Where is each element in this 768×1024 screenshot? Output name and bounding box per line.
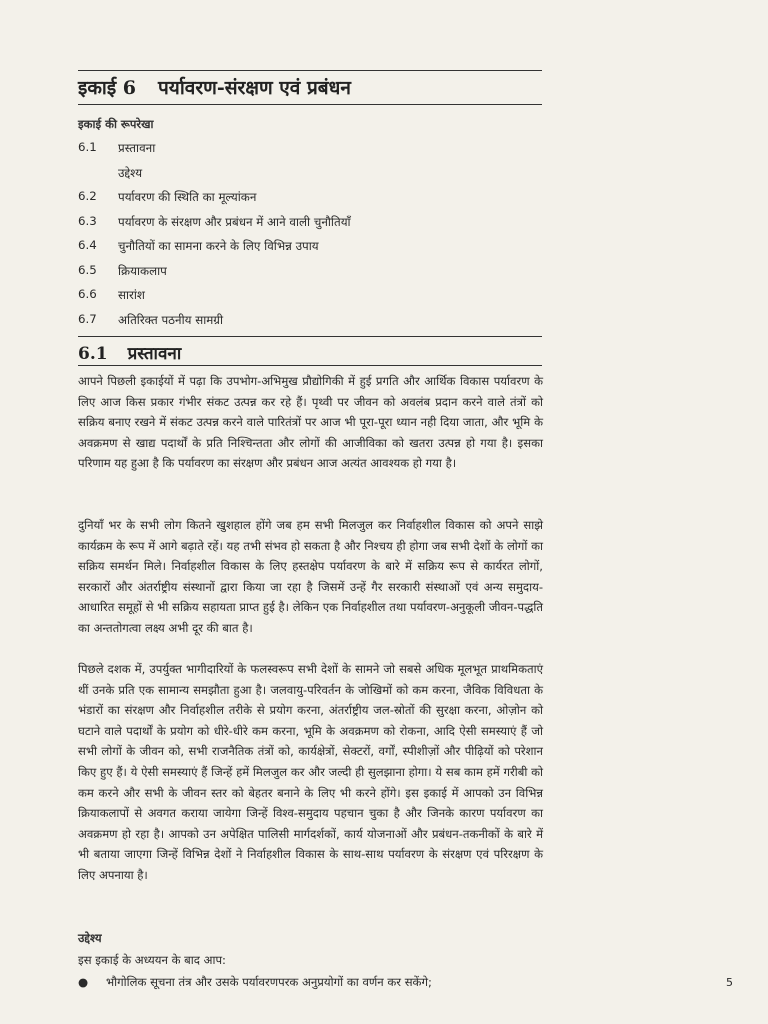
outline-item — [78, 214, 548, 239]
section-top-rule — [78, 336, 542, 337]
bullet-icon: ● — [78, 975, 89, 989]
outline-item-number: 6.7 — [78, 311, 97, 326]
outline-item — [78, 312, 548, 337]
unit-title-text: पर्यावरण-संरक्षण एवं प्रबंधन — [158, 77, 351, 99]
objectives-heading: उद्देश्य — [78, 931, 102, 945]
section-underline — [78, 365, 542, 366]
outline-item-label: पर्यावरण के संरक्षण और प्रबंधन में आने वाली चुनौतियाँ — [118, 214, 351, 229]
outline-item — [78, 238, 548, 263]
paragraph-sustainable-development: दुनियाँ भर के सभी लोग कितने खुशहाल होंगे जब हम सभी मिलजुल कर निर्वाहशील विकास को अपने साझे कार्यक्रम के रूप में आगे बढ़ाते रहें। यह तभी संभव हो सकता है और निश्चय ही होगा जब सभी देशों के लोगों का सक्रिय समर्थन मिले। निर्वाहशील विकास के लिए हस्तक्षेप पर्यावरण के बारे में सक्रिय रूप से कार्यरत लोगों, सरकारों और अंतर्राष्ट्रीय संस्थानों द्वारा किया जा रहा है जिसमें उन्हें गैर सरकारी संस्थाओं एवं अन्य समुदाय-आधारित समूहों से भी सक्रिय सहायता प्राप्त हुई है। लेकिन एक निर्वाहशील तथा पर्यावरण-अनुकूली जीवन-पद्धति का अन्ततोगत्वा लक्ष्य अभी दूर की बात है। — [78, 518, 543, 635]
outline-item-label: क्रियाकलाप — [118, 263, 167, 278]
outline-item-number: 6.4 — [78, 238, 97, 252]
outline-item-number: 6.1 — [78, 140, 97, 154]
outline-item — [78, 189, 548, 214]
outline-item-label: अतिरिक्त पठनीय सामग्री — [118, 312, 224, 327]
paragraph-last-decade: पिछले दशक में, उपर्युक्त भागीदारियों के फलस्वरूप सभी देशों के सामने जो सबसे अधिक मूलभूत प्राथमिकताएं थीं उनके प्रति एक सामान्य समझौता हुआ है। जलवायु-परिवर्तन के जोखिमों को कम करना, जैविक विविधता के भंडारों का संरक्षण और निर्वाहशील तरीके से प्रयोग करना, अंतर्राष्ट्रीय जल-स्रोतों की सुरक्षा करना, ओज़ोन को घटाने वाले पदार्थों के प्रयोग को धीरे-धीरे कम करना, भूमि के अवक्रमण को रोकना, आदि ऐसी समस्याएं हैं जो सभी लोगों के जीवन को, सभी राजनैतिक तंत्रों को, कार्यक्षेत्रों, सेक्टरों, वर्गों, स्पीशीज़ों और पीढ़ियों को परेशान किए हुए हैं। ये ऐसी समस्याएं हैं जिन्हें हमें मिलजुल कर और जल्दी ही सुलझाना होगा। ये सब काम हमें गरीबी को कम करने और सभी के जीवन स्तर को बेहतर बनाने के लिए भी करने होंगे। इस इकाई में आपको उन विभिन्न क्रियाकलापों से अवगत कराया जायेगा जिन्हें विश्व-समुदाय पहचान चुका है और जिनके कारण पर्यावरण का अवक्रमण हो रहा है। आपको उन अपेक्षित पालिसी मार्गदर्शकों, कार्य योजनाओं और प्रबंधन-तकनीकों के बारे में भी बताया जाएगा जिन्हें विभिन्न देशों ने निर्वाहशील विकास के साथ-साथ पर्यावरण के संरक्षण एवं परिरक्षण के लिए अपनाया है। — [78, 662, 543, 882]
outline-item-label: पर्यावरण की स्थिति का मूल्यांकन — [118, 190, 257, 204]
outline-item-number: 6.3 — [78, 213, 97, 228]
outline-item-label: सारांश — [118, 288, 145, 302]
outline-item-label: चुनौतियों का सामना करने के लिए विभिन्न उपाय — [118, 239, 319, 253]
section-title: प्रस्तावना — [127, 344, 182, 364]
objectives-lead: इस इकाई के अध्ययन के बाद आप: — [78, 953, 226, 967]
outline-item-number: 6.6 — [78, 287, 97, 301]
outline-item-label: उद्देश्य — [118, 165, 143, 180]
paragraph-intro: आपने पिछली इकाईयों में पढ़ा कि उपभोग-अभिमुख प्रौद्योगिकी में हुई प्रगति और आर्थिक विकास पर्यावरण के लिए आज किस प्रकार गंभीर संकट उत्पन्न कर रहे हैं। पृथ्वी पर जीवन को अवलंब प्रदान करने वाले तंत्रों को सक्रिय बनाए रखने में संकट उत्पन्न करने वाले पारितंत्रों पर आज भी पूरा-पूरा ध्यान नही दिया जाता, और भूमि के अवक्रमण से खाद्य पदार्थों के प्रति निश्चिन्तता और लोगों की आजीविका को खतरा उत्पन्न हो गया है। इसका परिणाम यह हुआ है कि पर्यावरण का संरक्षण और प्रबंधन आज अत्यंत आवश्यक हो गया है। — [78, 374, 543, 471]
page-number: 5 — [726, 976, 733, 989]
outline-item — [78, 263, 548, 288]
section-number: 6.1 — [78, 344, 108, 364]
outline-item — [78, 165, 548, 190]
outline-item — [78, 287, 548, 312]
objective-item — [78, 975, 548, 990]
outline-item-number: 6.5 — [78, 262, 97, 277]
outline-item-number: 6.2 — [78, 189, 97, 203]
unit-title — [78, 74, 542, 100]
outline-item-number — [78, 165, 118, 190]
objective-text: भौगोलिक सूचना तंत्र और उसके पर्यावरणपरक अनुप्रयोगों का वर्णन कर सकेंगे; — [106, 975, 432, 989]
outline-item — [78, 140, 548, 165]
outline-item-label: प्रस्तावना — [118, 141, 156, 155]
title-underline — [78, 104, 542, 105]
section-heading — [78, 341, 181, 364]
top-rule — [78, 70, 542, 71]
outline-list — [78, 140, 548, 336]
outline-heading: इकाई की रूपरेखा — [78, 117, 154, 131]
unit-number: इकाई 6 — [78, 77, 137, 99]
